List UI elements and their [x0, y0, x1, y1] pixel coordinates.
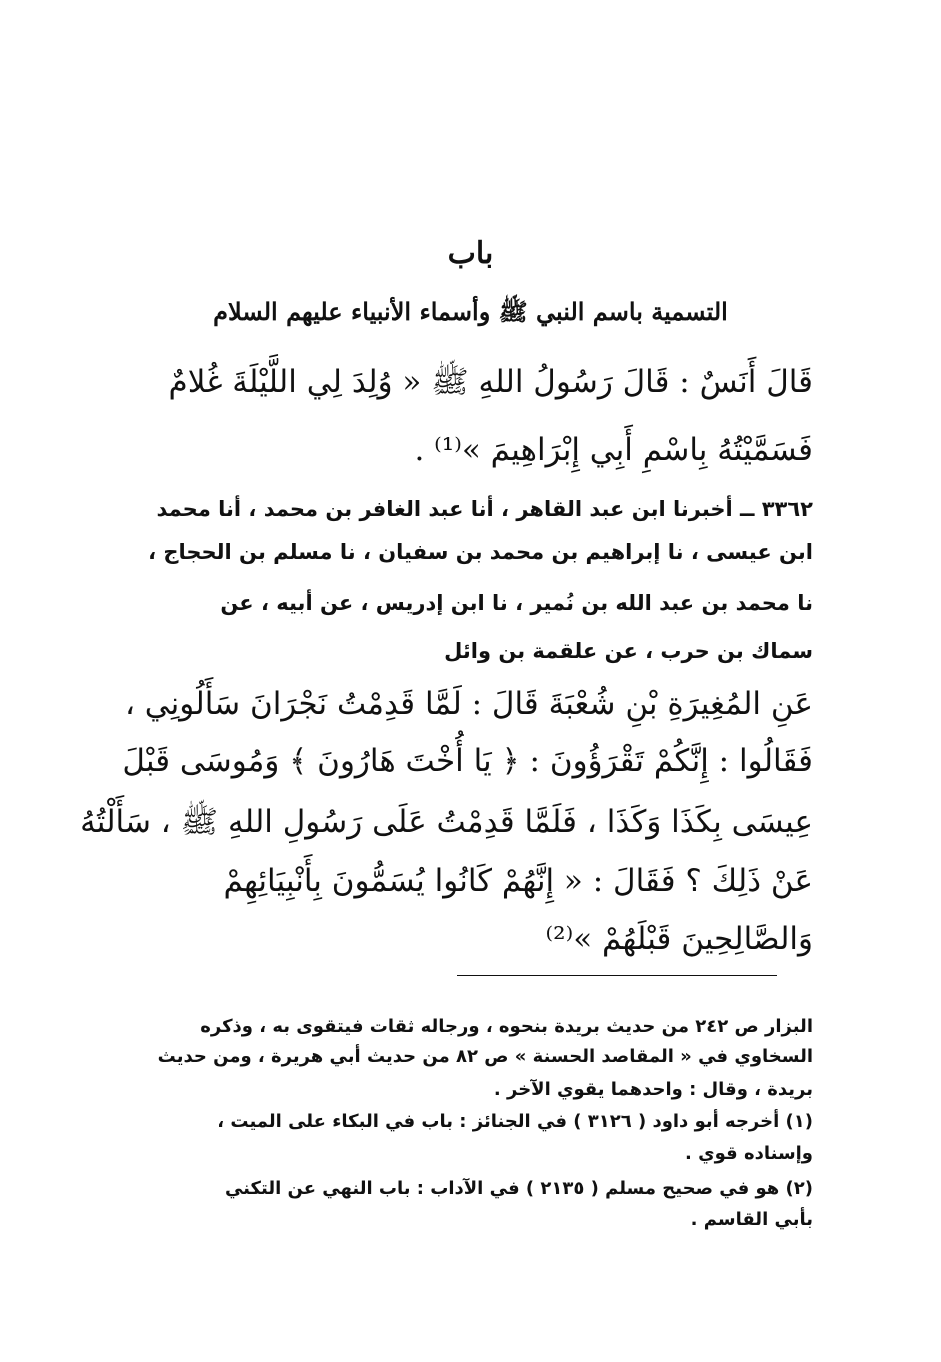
- isnad-line: ٣٣٦٢ ــ أخبرنا ابن عبد القاهر ، أنا عبد الغافر بن محمد ، أنا محمد: [156, 497, 813, 521]
- hadith-line: عَنِ المُغِيرَةِ بْنِ شُعْبَةَ قَالَ : لَمَّا قَدِمْتُ نَجْرَانَ سَأَلُونِي ،: [124, 686, 813, 722]
- footnote-line: (٢) هو في صحيح مسلم ( ٢١٣٥ ) في الآداب : باب النهي عن التكني: [224, 1178, 813, 1199]
- chapter-heading: باب: [447, 236, 494, 271]
- footnote-line: بريدة ، وقال : واحدهما يقوي الآخر .: [493, 1079, 813, 1100]
- hadith-line: عَنْ ذَلِكَ ؟ فَقَالَ : « إِنَّهُمْ كَانُوا يُسَمُّونَ بِأَنْبِيَائِهِمْ: [223, 863, 813, 899]
- isnad-line: نا محمد بن عبد الله بن نُمير ، نا ابن إدريس ، عن أبيه ، عن: [220, 591, 813, 615]
- footnote-line: بأبي القاسم .: [690, 1209, 813, 1230]
- hadith-line: عِيسَى بِكَذَا وَكَذَا ، فَلَمَّا قَدِمْتُ عَلَى رَسُولِ اللهِ ﷺ ، سَأَلْتُهُ: [80, 804, 813, 840]
- hadith-line: فَسَمَّيْتُهُ بِاسْمِ أَبِي إِبْرَاهِيمَ »⁽¹⁾ .: [414, 432, 813, 468]
- footnote-line: وإسناده قوي .: [685, 1143, 813, 1164]
- footnote-line: السخاوي في « المقاصد الحسنة » ص ٨٢ من حديث أبي هريرة ، ومن حديث: [157, 1046, 813, 1067]
- isnad-line: سماك بن حرب ، عن علقمة بن وائل: [444, 639, 813, 663]
- chapter-title: التسمية باسم النبي ﷺ وأسماء الأنبياء عليهم السلام: [213, 297, 728, 326]
- hadith-line: وَالصَّالِحِينَ قَبْلَهُمْ »⁽²⁾: [545, 921, 813, 957]
- footnote-line: البزار ص ٢٤٢ من حديث بريدة بنحوه ، ورجاله ثقات فيتقوى به ، وذكره: [200, 1016, 813, 1037]
- footnote-line: (١) أخرجه أبو داود ( ٣١٢٦ ) في الجنائز : باب في البكاء على الميت ،: [217, 1111, 813, 1132]
- hadith-line: فَقَالُوا : إِنَّكُمْ تَقْرَؤُونَ : ﴿ يَا أُخْتَ هَارُونَ ﴾ وَمُوسَى قَبْلَ: [122, 743, 813, 779]
- hadith-line: قَالَ أَنَسٌ : قَالَ رَسُولُ اللهِ ﷺ « وُلِدَ لِي اللَّيْلَةَ غُلامٌ: [168, 364, 813, 400]
- footnote-divider: [457, 975, 777, 976]
- isnad-line: ابن عيسى ، نا إبراهيم بن محمد بن سفيان ، نا مسلم بن الحجاج ،: [148, 540, 813, 564]
